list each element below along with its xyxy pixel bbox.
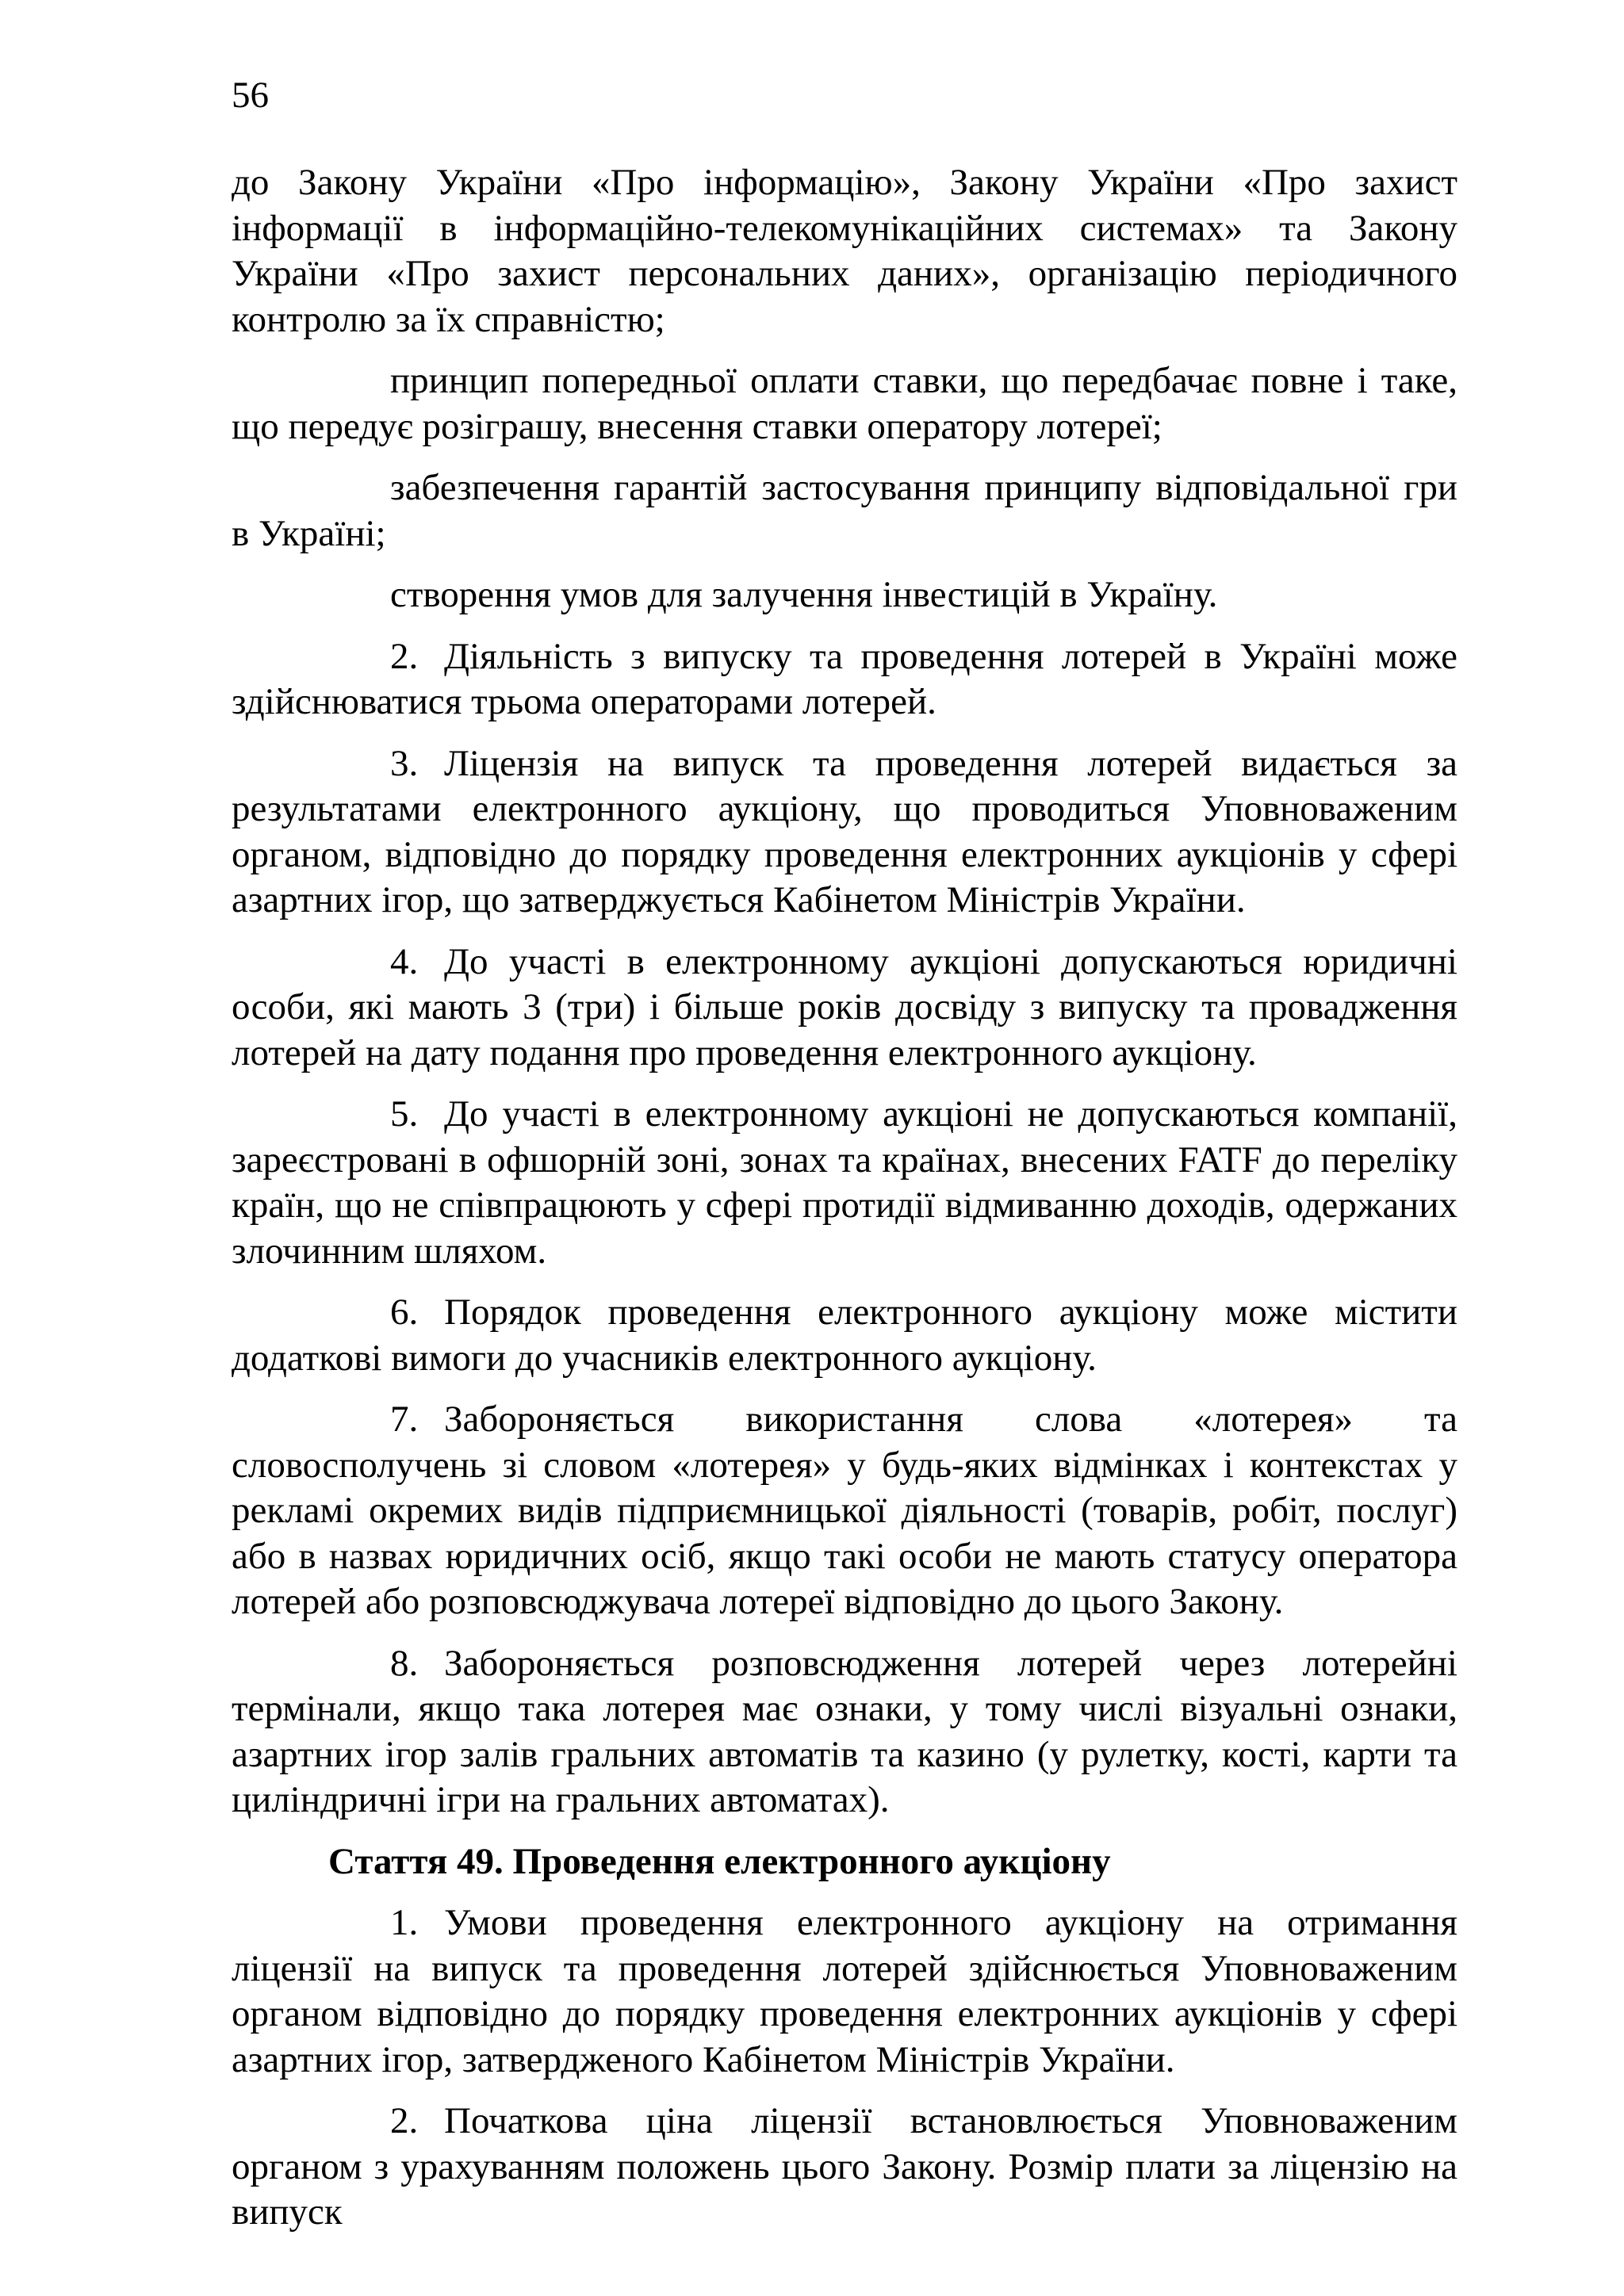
numbered-paragraph-7	[232, 1397, 1457, 1625]
paragraph-text: Забороняється розповсюдження лотерей через лотерейні термінали, якщо така лотерея має ознаки, у тому числі візуальні ознаки, азартних ігор залів гральних автоматів та казино (у рулетку, кості, карти та циліндричні ігри на гральних автоматах).	[232, 1642, 1457, 1820]
paragraph-number: 4.	[390, 940, 419, 982]
paragraph-responsible-gaming: забезпечення гарантій застосування принципу відповідальної гри в Україні;	[232, 467, 1457, 554]
document-body	[232, 160, 1457, 2252]
article-paragraph-1	[232, 1900, 1457, 2083]
paragraph-text: Ліцензія на випуск та проведення лотерей видається за результатами електронного аукціону, що проводиться Уповноваженим органом, відповідно до порядку проведення електронних аукціонів у сфері азартних ігор, що затверджується Кабінетом Міністрів України.	[232, 742, 1457, 920]
paragraph-text: Забороняється використання слова «лотерея» та словосполучень зі словом «лотерея» у будь-яких відмінках і контекстах у рекламі окремих видів підприємницької діяльності (товарів, робіт, послуг) або в назвах юридичних осіб, якщо такі особи не мають статусу оператора лотерей або розповсюджувача лотереї відповідно до цього Закону.	[232, 1399, 1457, 1622]
paragraph-investment: створення умов для залучення інвестицій в Україну.	[390, 574, 1218, 615]
paragraph-text: Умови проведення електронного аукціону на отримання ліцензії на випуск та проведення лотерей здійснюється Уповноваженим органом відповідно до порядку проведення електронних аукціонів у сфері азартних ігор, затвердженого Кабінетом Міністрів України.	[232, 1902, 1457, 2080]
paragraph-number: 2.	[390, 635, 419, 677]
paragraph-text: Порядок проведення електронного аукціону може містити додаткові вимоги до учасників електронного аукціону.	[232, 1292, 1457, 1379]
paragraph-text: Початкова ціна ліцензії встановлюється Уповноваженим органом з урахуванням положень цього Закону. Розмір плати за ліцензію на випуск	[232, 2100, 1457, 2233]
numbered-paragraph-5	[232, 1092, 1457, 1274]
paragraph-number: 2.	[390, 2100, 419, 2141]
numbered-paragraph-2	[232, 634, 1457, 725]
paragraph-number: 6.	[390, 1292, 419, 1333]
paragraph-continuation: до Закону України «Про інформацію», Закону України «Про захист інформації в інформаційно-телекомунікаційних системах» та Закону України «Про захист персональних даних», організацію періодичного контролю за їх справністю;	[232, 162, 1457, 340]
page-number: 56	[232, 75, 269, 116]
paragraph-number: 8.	[390, 1642, 419, 1684]
paragraph-text: До участі в електронному аукціоні не допускаються компанії, зареєстровані в офшорній зоні, зонах та країнах, внесених FATF до переліку країн, що не співпрацюють у сфері протидії відмиванню доходів, одержаних злочинним шляхом.	[232, 1093, 1457, 1272]
article-heading: Стаття 49. Проведення електронного аукціону	[328, 1840, 1111, 1882]
numbered-paragraph-3	[232, 741, 1457, 924]
paragraph-number: 3.	[390, 742, 419, 784]
paragraph-number: 7.	[390, 1399, 419, 1440]
numbered-paragraph-6	[232, 1290, 1457, 1381]
numbered-paragraph-8	[232, 1641, 1457, 1823]
paragraph-prepayment-principle: принцип попередньої оплати ставки, що передбачає повне і таке, що передує розіграшу, внесення ставки оператору лотереї;	[232, 360, 1457, 447]
paragraph-text: Діяльність з випуску та проведення лотерей в Україні може здійснюватися трьома операторами лотерей.	[232, 635, 1457, 722]
numbered-paragraph-4	[232, 939, 1457, 1077]
paragraph-text: До участі в електронному аукціоні допускаються юридичні особи, які мають 3 (три) і більше років досвіду з випуску та провадження лотерей на дату подання про проведення електронного аукціону.	[232, 940, 1457, 1073]
paragraph-number: 5.	[390, 1093, 419, 1135]
article-paragraph-2	[232, 2099, 1457, 2236]
paragraph-number: 1.	[390, 1902, 419, 1943]
